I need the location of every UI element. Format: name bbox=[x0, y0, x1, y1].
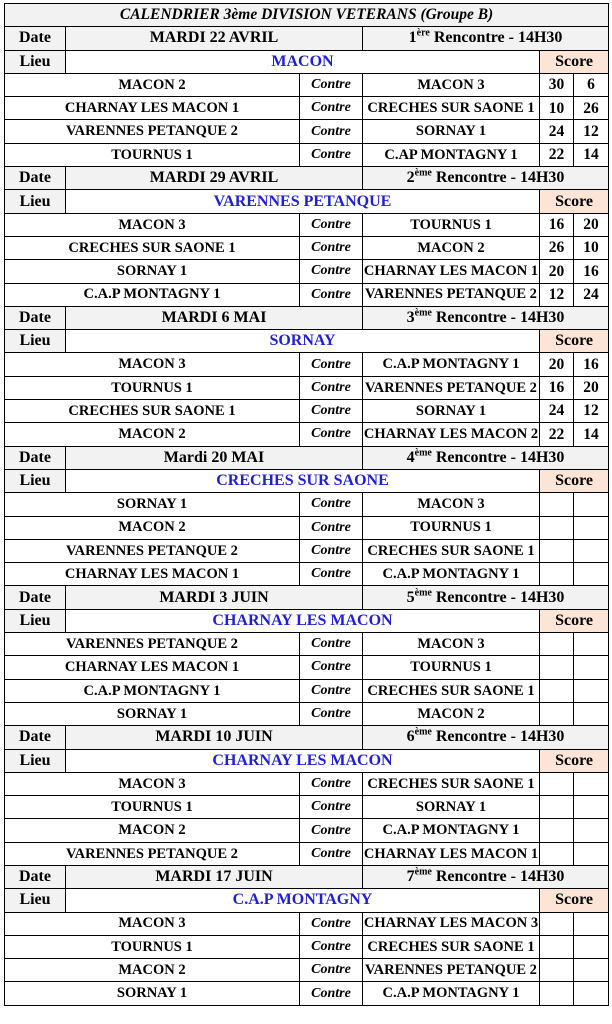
score-label: Score bbox=[540, 609, 609, 632]
round-header-row bbox=[5, 586, 609, 609]
score-home bbox=[540, 982, 574, 1005]
round-date bbox=[66, 306, 363, 329]
contre-label: Contre bbox=[300, 772, 363, 795]
score-away: 12 bbox=[574, 120, 609, 143]
match-row bbox=[5, 143, 609, 166]
home-team: SORNAY 1 bbox=[5, 982, 300, 1005]
home-team: MACON 2 bbox=[5, 73, 300, 96]
match-row bbox=[5, 796, 609, 819]
contre-label: Contre bbox=[300, 656, 363, 679]
score-home bbox=[540, 516, 574, 539]
match-row bbox=[5, 120, 609, 143]
round-lieu: VARENNES PETANQUE bbox=[66, 190, 540, 213]
away-team: TOURNUS 1 bbox=[363, 213, 540, 236]
score-home: 10 bbox=[540, 97, 574, 120]
round-ordinal: 3 bbox=[406, 309, 415, 326]
round-date bbox=[66, 865, 363, 888]
round-rencontre-text: Rencontre - 14H30 bbox=[435, 588, 565, 606]
away-team: SORNAY 1 bbox=[363, 400, 540, 423]
lieu-label: Lieu bbox=[5, 330, 66, 353]
score-home bbox=[540, 935, 574, 958]
round-date-text: MARDI 29 AVRIL bbox=[149, 169, 279, 187]
away-team: TOURNUS 1 bbox=[363, 516, 540, 539]
match-row bbox=[5, 842, 609, 865]
contre-label: Contre bbox=[300, 213, 363, 236]
match-row bbox=[5, 213, 609, 236]
score-away bbox=[574, 679, 609, 702]
contre-label: Contre bbox=[300, 376, 363, 399]
away-team: C.A.P MONTAGNY 1 bbox=[363, 563, 540, 586]
away-team: C.A.P MONTAGNY 1 bbox=[363, 353, 540, 376]
home-team: SORNAY 1 bbox=[5, 702, 300, 725]
score-home: 24 bbox=[540, 120, 574, 143]
score-home bbox=[540, 912, 574, 935]
contre-label: Contre bbox=[300, 959, 363, 982]
home-team: MACON 2 bbox=[5, 423, 300, 446]
home-team: TOURNUS 1 bbox=[5, 376, 300, 399]
score-label: Score bbox=[540, 889, 609, 912]
match-row bbox=[5, 423, 609, 446]
round-rencontre-text: Rencontre - 14H30 bbox=[435, 728, 565, 746]
round-header-row bbox=[5, 446, 609, 469]
home-team: MACON 3 bbox=[5, 213, 300, 236]
round-ordinal-suffix: ème bbox=[414, 167, 432, 179]
home-team: CHARNAY LES MACON 1 bbox=[5, 97, 300, 120]
match-row bbox=[5, 283, 609, 306]
score-away: 16 bbox=[574, 353, 609, 376]
away-team: MACON 3 bbox=[363, 633, 540, 656]
score-away bbox=[574, 516, 609, 539]
match-row bbox=[5, 516, 609, 539]
date-label: Date bbox=[5, 306, 66, 329]
away-team: MACON 2 bbox=[363, 236, 540, 259]
round-lieu-row bbox=[5, 330, 609, 353]
match-row bbox=[5, 656, 609, 679]
round-rencontre-text: Rencontre - 14H30 bbox=[435, 868, 565, 886]
score-home: 22 bbox=[540, 143, 574, 166]
score-label: Score bbox=[540, 749, 609, 772]
match-row bbox=[5, 633, 609, 656]
round-date-text: MARDI 22 AVRIL bbox=[149, 29, 279, 47]
round-lieu-row bbox=[5, 190, 609, 213]
score-home bbox=[540, 493, 574, 516]
score-home bbox=[540, 796, 574, 819]
contre-label: Contre bbox=[300, 819, 363, 842]
round-ordinal-suffix: ème bbox=[414, 587, 432, 599]
score-home: 20 bbox=[540, 260, 574, 283]
match-row bbox=[5, 539, 609, 562]
round-ordinal-suffix: ème bbox=[414, 307, 432, 319]
match-row bbox=[5, 493, 609, 516]
score-home: 22 bbox=[540, 423, 574, 446]
round-date bbox=[66, 27, 363, 50]
date-label: Date bbox=[5, 27, 66, 50]
contre-label: Contre bbox=[300, 283, 363, 306]
round-ordinal-suffix: ème bbox=[414, 866, 432, 878]
round-ordinal: 5 bbox=[406, 588, 415, 606]
score-away: 26 bbox=[574, 97, 609, 120]
round-date-text: MARDI 10 JUIN bbox=[155, 728, 273, 746]
score-away: 14 bbox=[574, 423, 609, 446]
contre-label: Contre bbox=[300, 516, 363, 539]
round-rencontre bbox=[363, 306, 609, 329]
round-rencontre bbox=[363, 586, 609, 609]
score-home bbox=[540, 819, 574, 842]
round-lieu: C.A.P MONTAGNY bbox=[66, 889, 540, 912]
contre-label: Contre bbox=[300, 982, 363, 1005]
away-team: CRECHES SUR SAONE 1 bbox=[363, 935, 540, 958]
score-label: Score bbox=[540, 50, 609, 73]
round-rencontre-text: Rencontre - 14H30 bbox=[435, 309, 565, 326]
home-team: CRECHES SUR SAONE 1 bbox=[5, 400, 300, 423]
home-team: SORNAY 1 bbox=[5, 260, 300, 283]
match-row bbox=[5, 819, 609, 842]
round-date-text: MARDI 17 JUIN bbox=[155, 868, 273, 886]
match-row bbox=[5, 353, 609, 376]
score-away: 20 bbox=[574, 376, 609, 399]
match-row bbox=[5, 702, 609, 725]
match-row bbox=[5, 97, 609, 120]
contre-label: Contre bbox=[300, 842, 363, 865]
contre-label: Contre bbox=[300, 120, 363, 143]
score-away bbox=[574, 656, 609, 679]
score-away bbox=[574, 982, 609, 1005]
away-team: CHARNAY LES MACON 1 bbox=[363, 260, 540, 283]
contre-label: Contre bbox=[300, 702, 363, 725]
round-ordinal-suffix: ère bbox=[416, 28, 430, 40]
contre-label: Contre bbox=[300, 493, 363, 516]
score-home bbox=[540, 702, 574, 725]
score-away bbox=[574, 912, 609, 935]
score-away bbox=[574, 563, 609, 586]
away-team: MACON 3 bbox=[363, 73, 540, 96]
match-row bbox=[5, 959, 609, 982]
score-home: 24 bbox=[540, 400, 574, 423]
score-home bbox=[540, 772, 574, 795]
contre-label: Contre bbox=[300, 353, 363, 376]
round-lieu-row bbox=[5, 50, 609, 73]
match-row bbox=[5, 772, 609, 795]
round-rencontre bbox=[363, 726, 609, 749]
contre-label: Contre bbox=[300, 539, 363, 562]
home-team: CHARNAY LES MACON 1 bbox=[5, 563, 300, 586]
score-home bbox=[540, 679, 574, 702]
round-ordinal-suffix: ème bbox=[414, 727, 432, 739]
date-label: Date bbox=[5, 167, 66, 190]
round-rencontre bbox=[363, 27, 609, 50]
away-team: C.A.P MONTAGNY 1 bbox=[363, 982, 540, 1005]
match-row bbox=[5, 563, 609, 586]
match-row bbox=[5, 935, 609, 958]
score-away bbox=[574, 935, 609, 958]
lieu-label: Lieu bbox=[5, 469, 66, 492]
round-date bbox=[66, 726, 363, 749]
home-team: CRECHES SUR SAONE 1 bbox=[5, 236, 300, 259]
score-away: 6 bbox=[574, 73, 609, 96]
score-away: 16 bbox=[574, 260, 609, 283]
round-lieu-row bbox=[5, 889, 609, 912]
round-lieu: CHARNAY LES MACON bbox=[66, 749, 540, 772]
lieu-label: Lieu bbox=[5, 609, 66, 632]
round-lieu: SORNAY bbox=[66, 330, 540, 353]
away-team: SORNAY 1 bbox=[363, 120, 540, 143]
lieu-label: Lieu bbox=[5, 889, 66, 912]
match-row bbox=[5, 376, 609, 399]
away-team: CRECHES SUR SAONE 1 bbox=[363, 772, 540, 795]
home-team: MACON 2 bbox=[5, 959, 300, 982]
round-date bbox=[66, 446, 363, 469]
lieu-label: Lieu bbox=[5, 50, 66, 73]
score-home: 12 bbox=[540, 283, 574, 306]
away-team: CHARNAY LES MACON 1 bbox=[363, 842, 540, 865]
round-header-row bbox=[5, 167, 609, 190]
away-team: VARENNES PETANQUE 2 bbox=[363, 959, 540, 982]
score-home bbox=[540, 959, 574, 982]
date-label: Date bbox=[5, 446, 66, 469]
round-date-text: MARDI 3 JUIN bbox=[159, 588, 269, 606]
round-lieu-row bbox=[5, 749, 609, 772]
home-team: TOURNUS 1 bbox=[5, 935, 300, 958]
contre-label: Contre bbox=[300, 423, 363, 446]
home-team: SORNAY 1 bbox=[5, 493, 300, 516]
score-home bbox=[540, 539, 574, 562]
home-team: VARENNES PETANQUE 2 bbox=[5, 633, 300, 656]
score-away: 20 bbox=[574, 213, 609, 236]
home-team: CHARNAY LES MACON 1 bbox=[5, 656, 300, 679]
score-away bbox=[574, 772, 609, 795]
round-date bbox=[66, 167, 363, 190]
home-team: VARENNES PETANQUE 2 bbox=[5, 842, 300, 865]
score-home: 20 bbox=[540, 353, 574, 376]
score-home bbox=[540, 656, 574, 679]
contre-label: Contre bbox=[300, 73, 363, 96]
score-home: 30 bbox=[540, 73, 574, 96]
away-team: CHARNAY LES MACON 2 bbox=[363, 423, 540, 446]
away-team: C.A.P MONTAGNY 1 bbox=[363, 819, 540, 842]
round-lieu: CHARNAY LES MACON bbox=[66, 609, 540, 632]
round-ordinal: 6 bbox=[406, 728, 415, 746]
round-lieu-row bbox=[5, 609, 609, 632]
home-team: VARENNES PETANQUE 2 bbox=[5, 120, 300, 143]
score-home: 16 bbox=[540, 213, 574, 236]
round-ordinal: 2 bbox=[406, 169, 415, 187]
match-row bbox=[5, 73, 609, 96]
score-label: Score bbox=[540, 330, 609, 353]
contre-label: Contre bbox=[300, 260, 363, 283]
round-header-row bbox=[5, 27, 609, 50]
home-team: MACON 2 bbox=[5, 516, 300, 539]
away-team: CRECHES SUR SAONE 1 bbox=[363, 679, 540, 702]
round-lieu: MACON bbox=[66, 50, 540, 73]
round-rencontre bbox=[363, 865, 609, 888]
away-team: VARENNES PETANQUE 2 bbox=[363, 283, 540, 306]
score-away: 10 bbox=[574, 236, 609, 259]
round-date-text: Mardi 20 MAI bbox=[163, 448, 265, 466]
home-team: C.A.P MONTAGNY 1 bbox=[5, 679, 300, 702]
away-team: C.AP MONTAGNY 1 bbox=[363, 143, 540, 166]
away-team: TOURNUS 1 bbox=[363, 656, 540, 679]
score-home bbox=[540, 842, 574, 865]
contre-label: Contre bbox=[300, 400, 363, 423]
score-label: Score bbox=[540, 190, 609, 213]
contre-label: Contre bbox=[300, 912, 363, 935]
schedule-table bbox=[4, 3, 609, 1006]
home-team: MACON 2 bbox=[5, 819, 300, 842]
round-header-row bbox=[5, 306, 609, 329]
contre-label: Contre bbox=[300, 679, 363, 702]
score-away bbox=[574, 539, 609, 562]
away-team: SORNAY 1 bbox=[363, 796, 540, 819]
score-away: 24 bbox=[574, 283, 609, 306]
page-title: CALENDRIER 3ème DIVISION VETERANS (Groupe B) bbox=[5, 4, 609, 27]
score-label: Score bbox=[540, 469, 609, 492]
score-away bbox=[574, 702, 609, 725]
round-date-text: MARDI 6 MAI bbox=[161, 309, 267, 326]
score-home bbox=[540, 563, 574, 586]
away-team: MACON 3 bbox=[363, 493, 540, 516]
score-away bbox=[574, 819, 609, 842]
away-team: CRECHES SUR SAONE 1 bbox=[363, 97, 540, 120]
round-rencontre-text: Rencontre - 14H30 bbox=[435, 448, 565, 466]
match-row bbox=[5, 679, 609, 702]
home-team: C.A.P MONTAGNY 1 bbox=[5, 283, 300, 306]
home-team: VARENNES PETANQUE 2 bbox=[5, 539, 300, 562]
round-rencontre bbox=[363, 167, 609, 190]
score-away: 14 bbox=[574, 143, 609, 166]
home-team: TOURNUS 1 bbox=[5, 143, 300, 166]
match-row bbox=[5, 260, 609, 283]
away-team: CRECHES SUR SAONE 1 bbox=[363, 539, 540, 562]
round-rencontre-text: Rencontre - 14H30 bbox=[435, 169, 565, 187]
contre-label: Contre bbox=[300, 97, 363, 120]
score-away bbox=[574, 842, 609, 865]
round-rencontre-text: Rencontre - 14H30 bbox=[433, 29, 563, 47]
date-label: Date bbox=[5, 586, 66, 609]
score-home: 16 bbox=[540, 376, 574, 399]
score-home bbox=[540, 633, 574, 656]
away-team: CHARNAY LES MACON 3 bbox=[363, 912, 540, 935]
contre-label: Contre bbox=[300, 236, 363, 259]
lieu-label: Lieu bbox=[5, 749, 66, 772]
contre-label: Contre bbox=[300, 563, 363, 586]
round-date bbox=[66, 586, 363, 609]
match-row bbox=[5, 912, 609, 935]
home-team: MACON 3 bbox=[5, 353, 300, 376]
match-row bbox=[5, 236, 609, 259]
away-team: MACON 2 bbox=[363, 702, 540, 725]
score-away: 12 bbox=[574, 400, 609, 423]
round-rencontre bbox=[363, 446, 609, 469]
match-row bbox=[5, 400, 609, 423]
contre-label: Contre bbox=[300, 633, 363, 656]
score-away bbox=[574, 959, 609, 982]
score-away bbox=[574, 633, 609, 656]
contre-label: Contre bbox=[300, 935, 363, 958]
date-label: Date bbox=[5, 865, 66, 888]
score-away bbox=[574, 796, 609, 819]
date-label: Date bbox=[5, 726, 66, 749]
round-ordinal: 1 bbox=[408, 29, 417, 47]
contre-label: Contre bbox=[300, 796, 363, 819]
round-ordinal: 4 bbox=[406, 448, 415, 466]
home-team: TOURNUS 1 bbox=[5, 796, 300, 819]
lieu-label: Lieu bbox=[5, 190, 66, 213]
round-ordinal-suffix: ème bbox=[414, 447, 432, 459]
match-row bbox=[5, 982, 609, 1005]
round-lieu-row bbox=[5, 469, 609, 492]
round-ordinal: 7 bbox=[406, 868, 415, 886]
score-away bbox=[574, 493, 609, 516]
score-home: 26 bbox=[540, 236, 574, 259]
round-lieu: CRECHES SUR SAONE bbox=[66, 469, 540, 492]
away-team: VARENNES PETANQUE 2 bbox=[363, 376, 540, 399]
round-header-row bbox=[5, 865, 609, 888]
home-team: MACON 3 bbox=[5, 912, 300, 935]
round-header-row bbox=[5, 726, 609, 749]
contre-label: Contre bbox=[300, 143, 363, 166]
home-team: MACON 3 bbox=[5, 772, 300, 795]
